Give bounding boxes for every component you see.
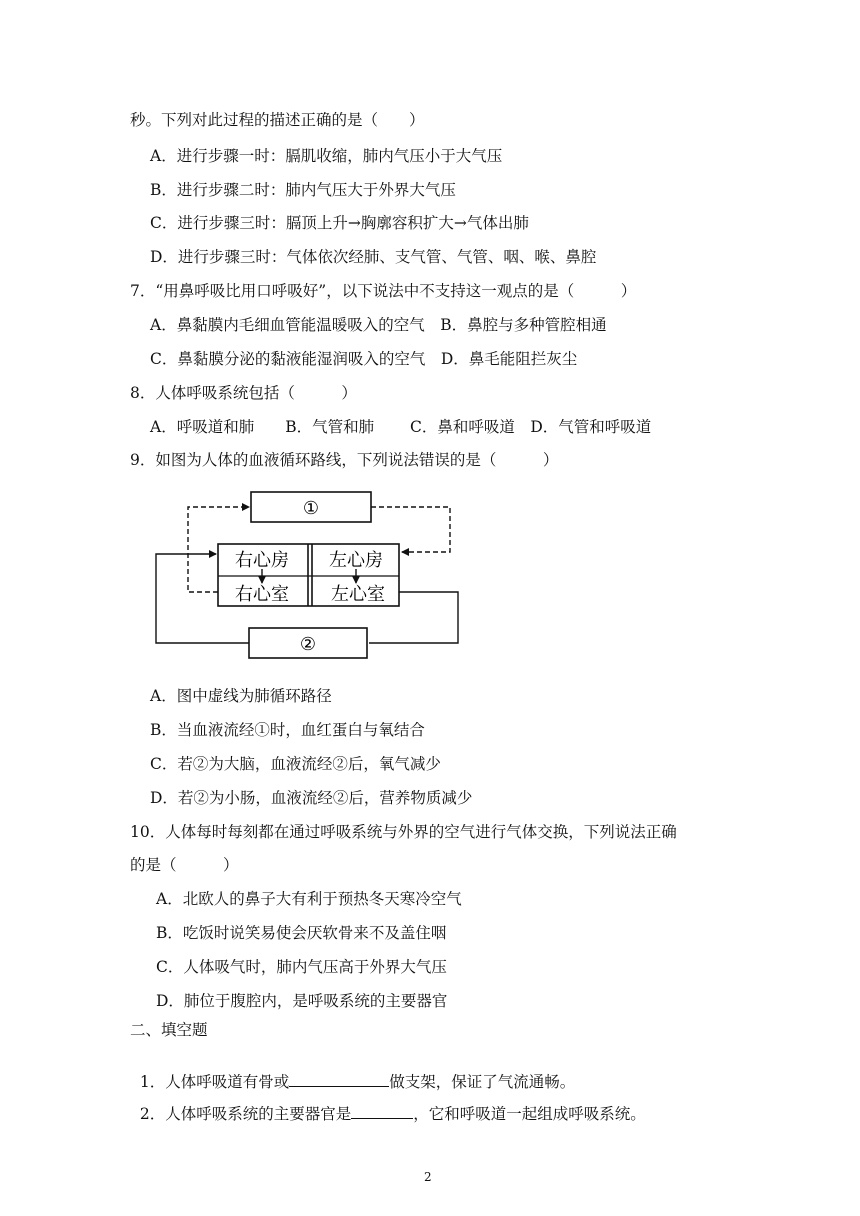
q8-options: A．呼吸道和肺 B．气管和肺 C．鼻和呼吸道 D．气管和呼吸道 <box>150 418 652 436</box>
q6-option-d: D．进行步骤三时：气体依次经肺、支气管、气管、咽、喉、鼻腔 <box>150 248 597 266</box>
fill-question-2-before: 2．人体呼吸系统的主要器官是 <box>139 1105 352 1123</box>
q10-option-b: B．吃饭时说笑易使会厌软骨来不及盖住咽 <box>156 924 447 942</box>
left-atrium-label: 左心房 <box>329 550 383 571</box>
fill-question-1-before: 1．人体呼吸道有骨或 <box>139 1073 290 1091</box>
q9-option-c: C．若②为大脑，血液流经②后，氧气减少 <box>150 755 441 773</box>
organ-box-1-label: ① <box>302 498 320 519</box>
q9-option-a: A．图中虚线为肺循环路径 <box>150 687 332 705</box>
right-ventricle-label: 右心室 <box>235 584 289 605</box>
page-number: 2 <box>424 1170 432 1184</box>
q9-option-b: B．当血液流经①时，血红蛋白与氧结合 <box>150 721 425 739</box>
right-atrium-label: 右心房 <box>235 550 289 571</box>
q6-stem: 秒。下列对此过程的描述正确的是（ ） <box>130 111 425 129</box>
q10-option-a: A．北欧人的鼻子大有利于预热冬天寒冷空气 <box>156 890 462 908</box>
q7-options-row1: A．鼻黏膜内毛细血管能温暖吸入的空气 B．鼻腔与多种管腔相通 <box>150 316 607 334</box>
q7-stem: 7．“用鼻呼吸比用口呼吸好”，以下说法中不支持这一观点的是（ ） <box>130 282 637 300</box>
fill-question-2 <box>130 1082 646 1124</box>
q8-stem: 8．人体呼吸系统包括（ ） <box>130 384 357 402</box>
q9-stem: 9．如图为人体的血液循环路线，下列说法错误的是（ ） <box>130 451 559 469</box>
q6-option-a: A．进行步骤一时：膈肌收缩，肺内气压小于大气压 <box>150 147 503 165</box>
q9-option-d: D．若②为小肠，血液流经②后，营养物质减少 <box>150 789 473 807</box>
section-2-title: 二、填空题 <box>130 1021 208 1039</box>
q6-option-c: C．进行步骤三时：膈顶上升→胸廓容积扩大→气体出肺 <box>150 214 529 232</box>
organ-box-2-label: ② <box>299 634 317 655</box>
left-ventricle-label: 左心室 <box>331 584 385 605</box>
q10-stem-line2: 的是（ ） <box>130 856 239 874</box>
q10-stem-line1: 10．人体每时每刻都在通过呼吸系统与外界的空气进行气体交换，下列说法正确 <box>130 823 677 841</box>
q7-options-row2: C．鼻黏膜分泌的黏液能湿润吸入的空气 D．鼻毛能阻拦灰尘 <box>150 350 578 368</box>
blood-circulation-diagram <box>150 488 470 663</box>
fill-blank-2[interactable] <box>351 1102 413 1119</box>
fill-question-2-after: ，它和呼吸道一起组成呼吸系统。 <box>413 1105 646 1123</box>
q10-option-d: D．肺位于腹腔内，是呼吸系统的主要器官 <box>156 992 448 1010</box>
fill-question-1-after: 做支架，保证了气流通畅。 <box>389 1073 576 1091</box>
q6-option-b: B．进行步骤二时：肺内气压大于外界大气压 <box>150 181 456 199</box>
q10-option-c: C．人体吸气时，肺内气压高于外界大气压 <box>156 958 447 976</box>
